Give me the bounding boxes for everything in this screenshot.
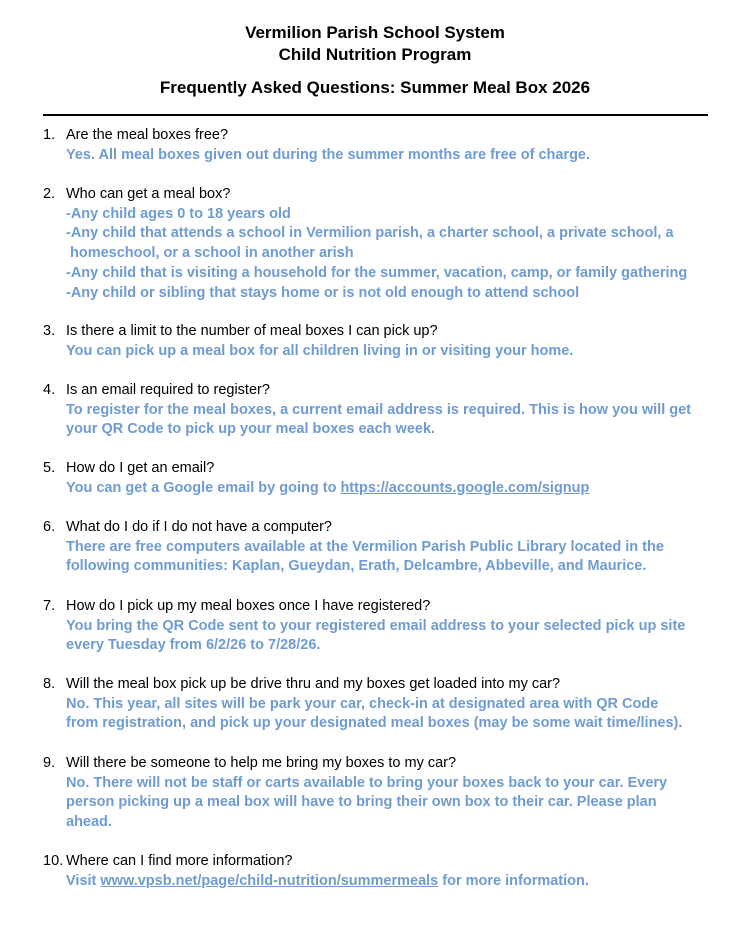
answer — [66, 146, 713, 166]
answer — [66, 479, 713, 499]
answer-line: No. This year, all sites will be park your car, check-in at designated area with QR Code — [66, 695, 659, 712]
question-text: Will the meal box pick up be drive thru and my boxes get loaded into my car? — [66, 676, 561, 692]
question-number: 4. — [43, 382, 56, 398]
answer-text: Visit — [66, 872, 101, 889]
answer-line: You can pick up a meal box for all children living in or visiting your home. — [66, 342, 574, 359]
answer-line: No. There will not be staff or carts available to bring your boxes back to your car. Every — [66, 774, 668, 791]
question-text: Is an email required to register? — [66, 382, 270, 398]
answer — [66, 205, 713, 304]
question-text: How do I pick up my meal boxes once I have registered? — [66, 598, 431, 614]
question-number: 7. — [43, 598, 56, 614]
vpsb-summermeals-link[interactable]: www.vpsb.net/page/child-nutrition/summermeals — [100, 872, 439, 889]
question-text: Will there be someone to help me bring my boxes to my car? — [66, 755, 457, 771]
answer-line: -Any child or sibling that stays home or is not old enough to attend school — [66, 284, 580, 301]
page-title: Frequently Asked Questions: Summer Meal Box 2026 — [159, 78, 591, 97]
question-number: 6. — [43, 519, 56, 535]
answer-text: You can get a Google email by going to — [66, 479, 341, 496]
question-number: 9. — [43, 755, 56, 771]
answer — [66, 695, 713, 734]
question-number: 3. — [43, 323, 56, 339]
faq-item-7 — [43, 597, 713, 656]
faq-item-5 — [43, 459, 713, 498]
answer-line: every Tuesday from 6/2/26 to 7/28/26. — [66, 637, 321, 654]
answer-line: -Any child ages 0 to 18 years old — [66, 205, 291, 222]
faq-item-1 — [43, 126, 713, 165]
answer-line: -Any child that is visiting a household for the summer, vacation, camp, or family gathering — [66, 264, 688, 281]
faq-item-6 — [43, 518, 713, 577]
answer — [66, 774, 713, 833]
org-name: Vermilion Parish School System — [245, 23, 505, 42]
question-text: Who can get a meal box? — [66, 186, 231, 202]
faq-item-4 — [43, 381, 713, 440]
answer-line: Yes. All meal boxes given out during the summer months are free of charge. — [66, 146, 591, 163]
question-text: What do I do if I do not have a computer? — [66, 519, 332, 535]
answer — [66, 538, 713, 577]
answer-line: To register for the meal boxes, a current email address is required. This is how you will get — [66, 401, 692, 418]
answer-line: You bring the QR Code sent to your registered email address to your selected pick up site — [66, 617, 686, 634]
faq-item-8 — [43, 675, 713, 734]
program-name: Child Nutrition Program — [278, 45, 472, 64]
answer-line: There are free computers available at the Vermilion Parish Public Library located in the — [66, 538, 664, 555]
answer-line: following communities: Kaplan, Gueydan, Erath, Delcambre, Abbeville, and Maurice. — [66, 558, 647, 575]
google-signup-link[interactable]: https://accounts.google.com/signup — [340, 479, 590, 496]
answer-line: ahead. — [66, 814, 112, 831]
answer-line — [66, 872, 713, 892]
answer-line: person picking up a meal box will have to bring their own box to their car. Please plan — [66, 794, 657, 811]
header-divider — [43, 114, 708, 116]
question-number: 1. — [43, 127, 56, 143]
question-number: 5. — [43, 460, 56, 476]
answer — [66, 342, 713, 362]
faq-item-2 — [43, 185, 713, 303]
question-text: How do I get an email? — [66, 460, 215, 476]
answer-text: for more information. — [438, 872, 589, 889]
answer — [66, 401, 713, 440]
question-text: Is there a limit to the number of meal boxes I can pick up? — [66, 323, 438, 339]
answer-line: homeschool, or a school in another arish — [70, 245, 354, 262]
faq-item-3 — [43, 322, 713, 361]
answer-line: -Any child that attends a school in Vermilion parish, a charter school, a private school, a — [66, 225, 674, 242]
question-text: Are the meal boxes free? — [66, 127, 229, 143]
question-text: Where can I find more information? — [66, 853, 293, 869]
question-number: 10. — [43, 853, 64, 869]
question-number: 8. — [43, 676, 56, 692]
answer-line — [66, 479, 713, 499]
answer-line: from registration, and pick up your designated meal boxes (may be some wait time/lines). — [66, 715, 683, 732]
question-number: 2. — [43, 186, 56, 202]
answer-line: your QR Code to pick up your meal boxes each week. — [66, 421, 436, 438]
faq-item-9 — [43, 754, 713, 833]
answer — [66, 617, 713, 656]
answer — [66, 872, 713, 892]
faq-item-10 — [43, 852, 713, 891]
